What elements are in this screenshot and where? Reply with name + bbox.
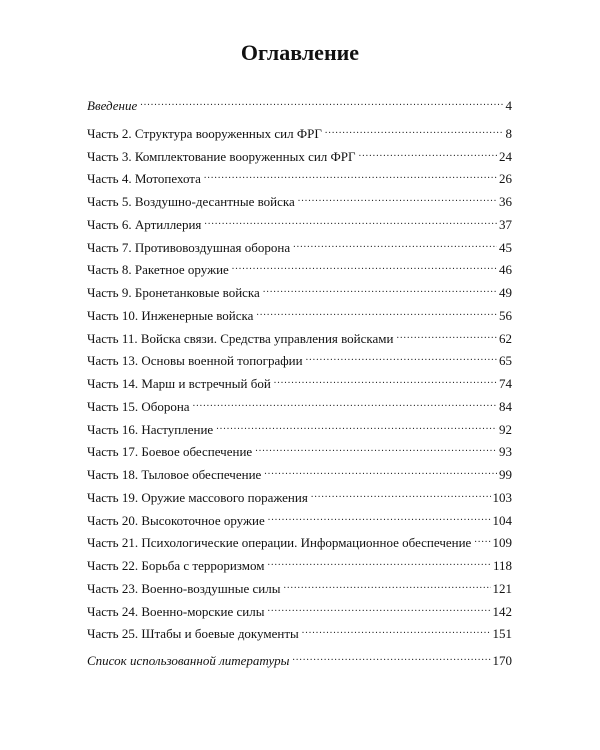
dot-leader	[193, 391, 497, 411]
toc-entry-title: Часть 21. Психологические операции. Информационное обеспечение	[87, 535, 472, 551]
dot-leader	[216, 414, 497, 434]
toc-entry-page-number: 92	[499, 421, 512, 437]
toc-entry	[87, 323, 512, 346]
toc-entry	[87, 232, 512, 255]
toc-entry-title: Часть 11. Войска связи. Средства управления войсками	[87, 330, 394, 346]
dot-leader	[256, 300, 497, 320]
toc-entry	[87, 300, 512, 323]
dot-leader	[274, 368, 497, 388]
page-title: Оглавление	[240, 40, 360, 65]
toc-entry	[87, 436, 512, 459]
dot-leader	[474, 527, 490, 547]
toc-entry-page-number: 26	[499, 171, 512, 187]
toc-entry-title: Часть 3. Комплектование вооруженных сил ФРГ	[87, 148, 356, 164]
toc-entry-title: Часть 19. Оружие массового поражения	[87, 489, 308, 505]
toc-entry	[87, 368, 512, 391]
dot-leader	[359, 141, 497, 161]
toc-entry-title: Часть 13. Основы военной топографии	[87, 353, 303, 369]
toc-entry	[87, 391, 512, 414]
dot-leader	[396, 323, 497, 343]
toc-entry-page-number: 24	[499, 148, 512, 164]
dot-leader	[292, 645, 490, 665]
toc-entry	[87, 573, 512, 596]
toc-entry-page-number: 46	[499, 262, 512, 278]
toc-entry	[87, 505, 512, 528]
toc-entry-title: Часть 20. Высокоточное оружие	[87, 512, 265, 528]
toc-entry	[87, 645, 512, 668]
toc-entry-page-number: 56	[499, 307, 512, 323]
toc-entry	[87, 209, 512, 232]
toc-entry-page-number: 99	[499, 467, 512, 482]
toc-entry-page-number: 118	[492, 558, 512, 573]
toc-entry-title: Список использованной литературы	[87, 653, 290, 668]
toc-entry	[87, 618, 512, 641]
toc-entry	[87, 345, 512, 368]
dot-leader	[283, 573, 490, 593]
toc-entry	[87, 527, 512, 550]
toc-entry	[87, 596, 512, 619]
dot-leader	[311, 482, 491, 502]
toc-entry	[87, 482, 512, 505]
toc-entry	[87, 459, 512, 482]
dot-leader	[298, 186, 497, 206]
dot-leader	[268, 505, 491, 525]
toc-entry-page-number: 103	[492, 489, 512, 505]
toc-entry-title: Часть 9. Бронетанковые войска	[87, 285, 260, 300]
table-of-contents	[87, 90, 512, 668]
toc-entry-title: Часть 2. Структура вооруженных сил ФРГ	[87, 125, 322, 141]
toc-entry-title: Введение	[87, 98, 138, 113]
toc-entry-page-number: 109	[492, 535, 512, 551]
toc-entry-page-number: 84	[499, 398, 512, 414]
toc-entry	[87, 163, 512, 186]
toc-entry-page-number: 65	[499, 353, 512, 369]
dot-leader	[267, 596, 490, 616]
toc-entry-page-number: 4	[505, 98, 512, 113]
toc-entry-page-number: 36	[499, 194, 512, 209]
dot-leader	[302, 618, 491, 638]
toc-entry-title: Часть 8. Ракетное оружие	[87, 262, 229, 278]
toc-entry-title: Часть 14. Марш и встречный бой	[87, 376, 271, 391]
toc-entry	[87, 118, 512, 141]
dot-leader	[267, 550, 491, 570]
toc-entry-title: Часть 5. Воздушно-десантные войска	[87, 194, 295, 209]
toc-entry-page-number: 74	[499, 376, 512, 391]
toc-entry-title: Часть 15. Оборона	[87, 398, 190, 414]
toc-entry-page-number: 49	[499, 285, 512, 300]
toc-entry-page-number: 151	[492, 626, 512, 642]
toc-entry-page-number: 37	[499, 216, 512, 232]
dot-leader	[264, 459, 497, 479]
toc-entry-page-number: 45	[499, 239, 512, 255]
toc-entry	[87, 277, 512, 300]
toc-entry-page-number: 142	[492, 603, 512, 619]
toc-entry-title: Часть 22. Борьба с терроризмом	[87, 558, 265, 573]
dot-leader	[204, 209, 497, 229]
dot-leader	[325, 118, 504, 138]
dot-leader	[140, 90, 503, 110]
toc-entry	[87, 186, 512, 209]
toc-entry	[87, 550, 512, 573]
toc-entry	[87, 141, 512, 164]
toc-entry-page-number: 8	[505, 125, 512, 141]
toc-entry-page-number: 62	[499, 330, 512, 346]
toc-entry-page-number: 104	[492, 512, 512, 528]
toc-entry-page-number: 93	[499, 444, 512, 460]
dot-leader	[232, 254, 497, 274]
toc-entry-title: Часть 25. Штабы и боевые документы	[87, 626, 299, 642]
toc-entry-page-number: 170	[492, 653, 512, 668]
toc-entry-title: Часть 10. Инженерные войска	[87, 307, 254, 323]
toc-entry-page-number: 121	[492, 580, 512, 596]
toc-entry	[87, 414, 512, 437]
toc-entry-title: Часть 4. Мотопехота	[87, 171, 201, 187]
toc-entry-title: Часть 16. Наступление	[87, 421, 214, 437]
dot-leader	[293, 232, 497, 252]
toc-entry	[87, 254, 512, 277]
toc-entry-title: Часть 7. Противовоздушная оборона	[87, 239, 291, 255]
toc-entry	[87, 90, 512, 113]
dot-leader	[306, 345, 497, 365]
dot-leader	[255, 436, 497, 456]
toc-entry-title: Часть 24. Военно-морские силы	[87, 603, 265, 619]
dot-leader	[204, 163, 497, 183]
toc-entry-title: Часть 17. Боевое обеспечение	[87, 444, 253, 460]
toc-entry-title: Часть 23. Военно-воздушные силы	[87, 580, 281, 596]
dot-leader	[263, 277, 497, 297]
toc-entry-title: Часть 6. Артиллерия	[87, 216, 202, 232]
toc-entry-title: Часть 18. Тыловое обеспечение	[87, 467, 262, 482]
